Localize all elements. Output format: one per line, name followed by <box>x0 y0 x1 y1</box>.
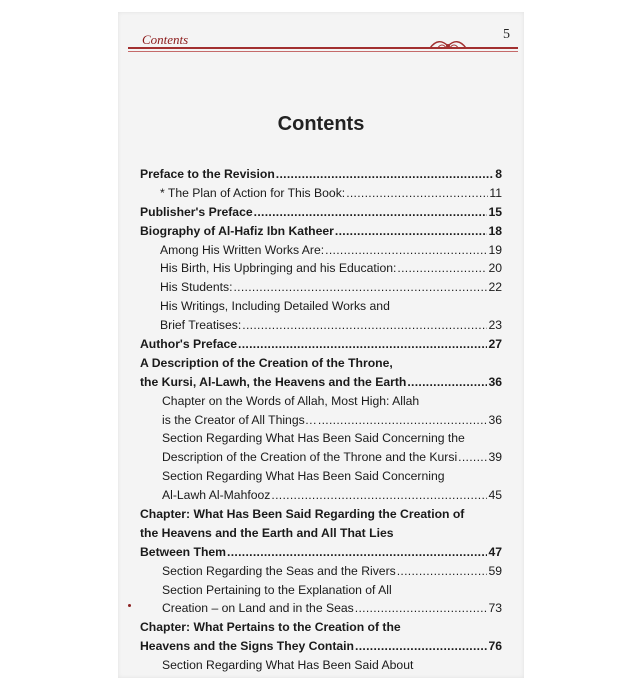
dot-leader <box>346 184 488 203</box>
running-title: Contents <box>142 32 189 47</box>
dot-leader <box>325 241 487 260</box>
toc-entry <box>140 599 502 618</box>
table-of-contents <box>140 165 502 675</box>
header-rule <box>128 47 518 49</box>
toc-entry <box>140 392 502 411</box>
dot-leader <box>271 486 487 505</box>
toc-entry-title: the Kursi, Al-Lawh, the Heavens and the Earth <box>140 374 407 389</box>
toc-entry-page: 11 <box>489 185 502 200</box>
toc-entry <box>140 486 502 505</box>
toc-entry-title: A Description of the Creation of the Throne, <box>140 355 393 370</box>
toc-entry-title: Heavens and the Signs They Contain <box>140 639 355 654</box>
toc-entry-page: 39 <box>488 450 502 465</box>
dot-leader <box>318 411 488 430</box>
toc-entry <box>140 467 502 486</box>
toc-entry <box>140 373 502 392</box>
dot-leader <box>335 222 488 241</box>
toc-entry <box>140 203 502 222</box>
toc-entry-page: 15 <box>488 204 502 219</box>
toc-entry <box>140 354 502 373</box>
toc-entry-title: His Writings, Including Detailed Works and <box>160 299 390 314</box>
toc-entry-title: Section Pertaining to the Explanation of All <box>162 582 392 597</box>
toc-entry <box>140 448 502 467</box>
header-ornament-icon <box>428 36 468 52</box>
toc-entry-page: 59 <box>488 563 502 578</box>
dot-leader <box>242 316 487 335</box>
toc-entry-page: 27 <box>488 337 502 352</box>
toc-entry <box>140 316 502 335</box>
toc-entry <box>140 618 502 637</box>
toc-entry-page: 18 <box>488 223 502 238</box>
toc-entry-title: Chapter: What Pertains to the Creation of the <box>140 620 401 635</box>
toc-entry <box>140 184 502 203</box>
toc-entry-title: Preface to the Revision <box>140 167 275 181</box>
toc-entry <box>140 278 502 297</box>
dot-leader <box>397 259 487 278</box>
toc-entry <box>140 241 502 260</box>
dot-leader <box>276 165 494 184</box>
dot-leader <box>227 543 487 562</box>
toc-entry-title: Section Regarding What Has Been Said Concerning <box>162 469 445 484</box>
toc-entry-title: Section Regarding What Has Been Said About <box>162 658 414 673</box>
toc-entry-page: 45 <box>488 488 502 503</box>
toc-entry-page: 19 <box>488 242 502 257</box>
dot-leader <box>397 562 488 581</box>
toc-entry-page: 23 <box>488 318 502 333</box>
toc-entry <box>140 335 502 354</box>
toc-entry-title: * The Plan of Action for This Book: <box>160 185 346 200</box>
dot-leader <box>233 278 487 297</box>
toc-entry-title: Section Regarding What Has Been Said Concerning the <box>162 431 465 446</box>
toc-entry-title: Among His Written Works Are: <box>160 242 325 257</box>
toc-entry <box>140 165 502 184</box>
toc-entry-title: is the Creator of All Things… <box>162 412 317 427</box>
toc-entry-page: 36 <box>488 374 502 389</box>
toc-entry-page: 8 <box>495 167 502 181</box>
toc-entry <box>140 637 502 656</box>
toc-entry <box>140 524 502 543</box>
toc-entry-title: Between Them <box>140 544 227 559</box>
toc-entry <box>140 505 502 524</box>
toc-entry <box>140 543 502 562</box>
toc-entry-title: His Students: <box>160 280 233 295</box>
toc-entry-title: Brief Treatises: <box>160 318 242 333</box>
toc-entry <box>140 411 502 430</box>
toc-entry-page: 36 <box>488 412 502 427</box>
toc-entry-title: Description of the Creation of the Throne and the Kursi <box>162 450 458 465</box>
toc-entry <box>140 656 502 675</box>
page-title: Contents <box>277 113 365 135</box>
dot-leader <box>355 599 488 618</box>
toc-entry-page: 73 <box>488 601 502 616</box>
toc-entry <box>140 222 502 241</box>
toc-entry-title: Publisher's Preface <box>140 204 253 219</box>
toc-entry-title: the Heavens and the Earth and All That Lies <box>140 525 394 540</box>
toc-entry <box>140 429 502 448</box>
header-rule-thin <box>128 51 518 52</box>
dot-leader <box>254 203 488 222</box>
toc-entry-title: Author's Preface <box>140 337 238 352</box>
running-header <box>128 20 518 50</box>
toc-entry-title: Al-Lawh Al-Mahfooz <box>162 488 271 503</box>
toc-entry-title: Section Regarding the Seas and the Rivers <box>162 563 396 578</box>
toc-entry-title: Chapter: What Has Been Said Regarding the Creation of <box>140 507 465 522</box>
dot-leader <box>238 335 487 354</box>
toc-entry <box>140 581 502 600</box>
toc-entry-title: His Birth, His Upbringing and his Education: <box>160 261 397 276</box>
toc-entry <box>140 562 502 581</box>
toc-entry <box>140 259 502 278</box>
toc-entry-title: Chapter on the Words of Allah, Most High: Allah <box>162 393 420 408</box>
toc-entry-title: Creation – on Land and in the Seas <box>162 601 354 616</box>
toc-entry <box>140 297 502 316</box>
toc-entry-page: 20 <box>488 261 502 276</box>
toc-entry-title: Biography of Al-Hafiz Ibn Katheer <box>140 223 334 238</box>
dot-leader <box>355 637 487 656</box>
page-number: 5 <box>503 27 510 42</box>
dot-leader <box>458 448 487 467</box>
stray-mark <box>128 604 131 607</box>
toc-entry-page: 22 <box>488 280 502 295</box>
toc-entry-page: 47 <box>488 544 502 559</box>
dot-leader <box>407 373 487 392</box>
toc-entry-page: 76 <box>488 639 502 654</box>
